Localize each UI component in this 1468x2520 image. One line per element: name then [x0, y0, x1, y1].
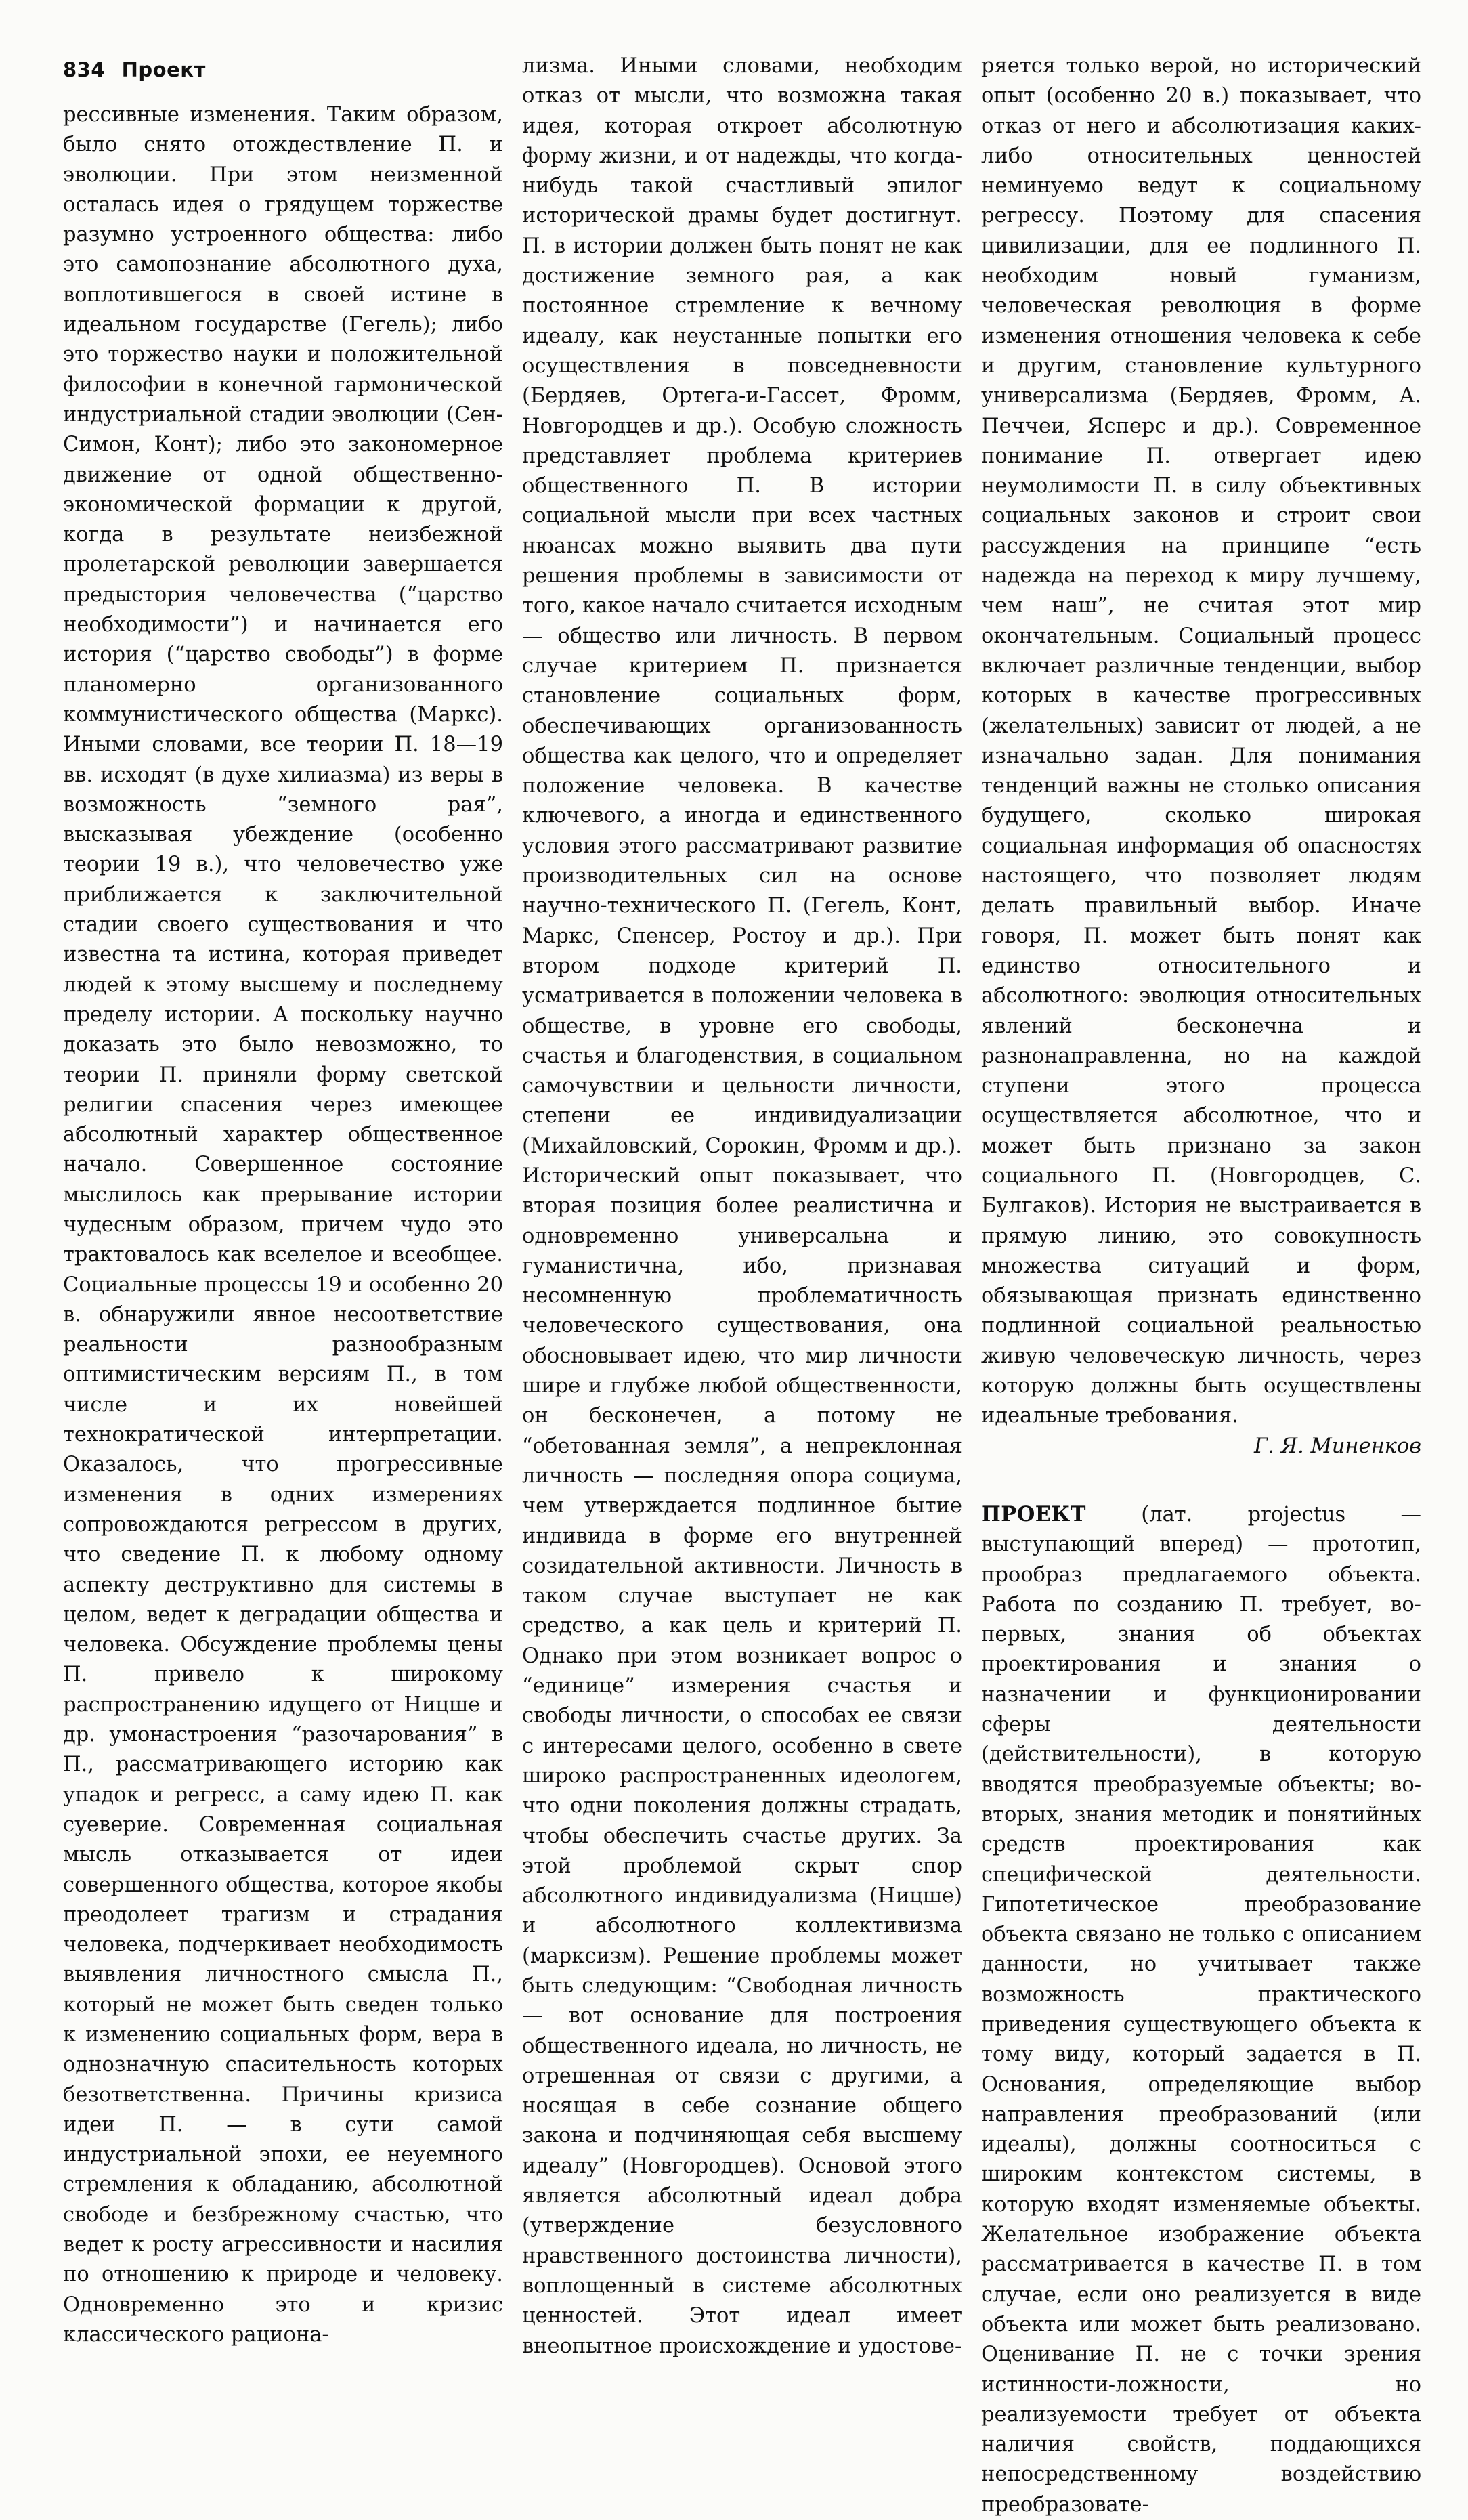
author-signature: Г. Я. Миненков	[1253, 1434, 1421, 1458]
text-column-1	[63, 100, 503, 2350]
entry-paragraph	[981, 1499, 1421, 2520]
entry-text: (лат. projectus — выступающий вперед) — прототип, прообраз предлагаемого объекта. Работа по созданию П. требует, во-первых, знания об объектах проектирования и знания о назначении и функционировании сферы деятельности (действительности), в которую вводятся преобразуемые объекты; во-вторых, знания методик и понятийных средств проектирования как специфической деятельности. Гипотетическое преобразование объекта связано не только с описанием данности, но учитывает также возможность практического приведения существующего объекта к тому виду, который задается в П. Основания, определяющие выбор направления преобразований (или идеалы), должны соотноситься с широким контекстом системы, в которую входят изменяемые объекты. Желательное изображение объекта рассматривается в качестве П. в том случае, если оно реализуется в виде объекта или может быть реализовано. Оценивание П. не с точки зрения истинности-ложности, но реализуемости требует от объекта наличия свойств, поддающихся непосредственному воздействию преобразовате-	[981, 1502, 1421, 2517]
running-title: Проект	[121, 58, 206, 81]
page-number: 834	[63, 58, 106, 81]
text-column-3	[981, 51, 1421, 2520]
column-text: ряется только верой, но исторический опыт (особенно 20 в.) показывает, что отказ от него и абсолютизация каких-либо относительных ценностей неминуемо ведут к социальному регрессу. Поэтому для спасения цивилизации, для ее подлинного П. необходим новый гуманизм, человеческая революция в форме изменения отношения человека к себе и другим, становление культурного универсализма (Бердяев, Фромм, А. Печчеи, Ясперс и др.). Современное понимание П. отвергает идею неумолимости П. в силу объективных социальных законов и строит свои рассуждения на принципе “есть надежда на переход к миру лучшему, чем наш”, не считая этот мир окончательным. Социальный процесс включает различные тенденции, выбор которых в качестве прогрессивных (желательных) зависит от людей, а не изначально задан. Для понимания тенденций важны не столько описания будущего, сколько широкая социальная информация об опасностях настоящего, что позволяет людям делать правильный выбор. Иначе говоря, П. может быть понят как единство относительного и абсолютного: эволюция относительных явлений бесконечна и разнонаправленна, но на каждой ступени этого процесса осуществляется абсолютное, что и может быть признано за закон социального П. (Новгородцев, С. Булгаков). История не выстраивается в прямую линию, это совокупность множества ситуаций и форм, обязывающая признать единственно подлинной социальной реальностью живую человеческую личность, через которую должны быть осуществлены идеальные требования.	[981, 54, 1421, 1428]
running-head	[63, 58, 206, 81]
column-text: рессивные изменения. Таким образом, было снято отождествление П. и эволюции. При этом неизменной осталась идея о грядущем торжестве разумно устроенного общества: либо это самопознание абсолютного духа, воплотившегося в своей истине в идеальном государстве (Гегель); либо это торжество науки и положительной философии в конечной гармонической индустриальной стадии эволюции (Сен-Симон, Конт); либо это закономерное движение от одной общественно-экономической формации к другой, когда в результате неизбежной пролетарской революции завершается предыстория человечества (“царство необходимости”) и начинается его история (“царство свободы”) в форме планомерно организованного коммунистического общества (Маркс). Иными словами, все теории П. 18—19 вв. исходят (в духе хилиазма) из веры в возможность “земного рая”, высказывая убеждение (особенно теории 19 в.), что человечество уже приближается к заключительной стадии своего существования и что известна та истина, которая приведет людей к этому высшему и последнему пределу истории. А поскольку научно доказать это было невозможно, то теории П. приняли форму светской религии спасения через имеющее абсолютный характер общественное начало. Совершенное состояние мыслилось как прерывание истории чудесным образом, причем чудо это трактовалось как вселелое и всеобщее. Социальные процессы 19 и особенно 20 в. обнаружили явное несоответствие реальности разнообразным оптимистическим версиям П., в том числе и их новейшей технократической интерпретации. Оказалось, что прогрессивные изменения в одних измерениях сопровождаются регрессом в других, что сведение П. к любому одному аспекту деструктивно для системы в целом, ведет к деградации общества и человека. Обсуждение проблемы цены П. привело к широкому распространению идущего от Ницше и др. умонастроения “разочарования” в П., рассматривающего историю как упадок и регресс, а саму идею П. как суеверие. Современная социальная мысль отказывается от идеи совершенного общества, которое якобы преодолеет трагизм и страдания человека, подчеркивает необходимость выявления личностного смысла П., который не может быть сведен только к изменению социальных форм, вера в однозначную спасительность которых безответственна. Причины кризиса идеи П. — в сути самой индустриальной эпохи, ее неуемного стремления к обладанию, абсолютной свободе и безбрежному счастью, что ведет к росту агрессивности и насилия по отношению к природе и человеку. Одновременно это и кризис классического рациона-	[63, 103, 503, 2347]
column-text: лизма. Иными словами, необходим отказ от мысли, что возможна такая идея, которая откроет абсолютную форму жизни, и от надежды, что когда-нибудь такой счастливый эпилог исторической драмы будет достигнут. П. в истории должен быть понят не как достижение земного рая, а как постоянное стремление к вечному идеалу, как неустанные попытки его осуществления в повседневности (Бердяев, Ортега-и-Гассет, Фромм, Новгородцев и др.). Особую сложность представляет проблема критериев общественного П. В истории социальной мысли при всех частных нюансах можно выявить два пути решения проблемы в зависимости от того, какое начало считается исходным — общество или личность. В первом случае критерием П. признается становление социальных форм, обеспечивающих организованность общества как целого, что и определяет положение человека. В качестве ключевого, а иногда и единственного условия этого рассматривают развитие производительных сил на основе научно-технического П. (Гегель, Конт, Маркс, Спенсер, Ростоу и др.). При втором подходе критерий П. усматривается в положении человека в обществе, в уровне его свободы, счастья и благоденствия, в социальном самочувствии и цельности личности, степени ее индивидуализации (Михайловский, Сорокин, Фромм и др.). Исторический опыт показывает, что вторая позиция более реалистична и одновременно универсальна и гуманистична, ибо, признавая несомненную проблематичность человеческого существования, она обосновывает идею, что мир личности шире и глубже любой общественности, он бесконечен, а потому не “обетованная земля”, а непреклонная личность — последняя опора социума, чем утверждается подлинное бытие индивида в форме его внутренней созидательной активности. Личность в таком случае выступает не как средство, а как цель и критерий П. Однако при этом возникает вопрос о “единице” измерения счастья и свободы личности, о способах ее связи с интересами целого, особенно в свете широко распространенных идеологем, что одни поколения должны страдать, чтобы обеспечить счастье других. За этой проблемой скрыт спор абсолютного индивидуализма (Ницше) и абсолютного коллективизма (марксизм). Решение проблемы может быть следующим: “Свободная личность — вот основание для построения общественного идеала, но личность, не отрешенная от связи с другими, а носящая в себе сознание общего закона и подчиняющая себя высшему идеалу” (Новгородцев). Основой этого является абсолютный идеал добра (утверждение безусловного нравственного достоинства личности), воплощенный в системе абсолютных ценностей. Этот идеал имеет внеопытное происхождение и удостове-	[522, 54, 962, 2358]
text-column-2	[522, 51, 962, 2362]
entry-headword: ПРОЕКТ	[981, 1501, 1086, 1526]
